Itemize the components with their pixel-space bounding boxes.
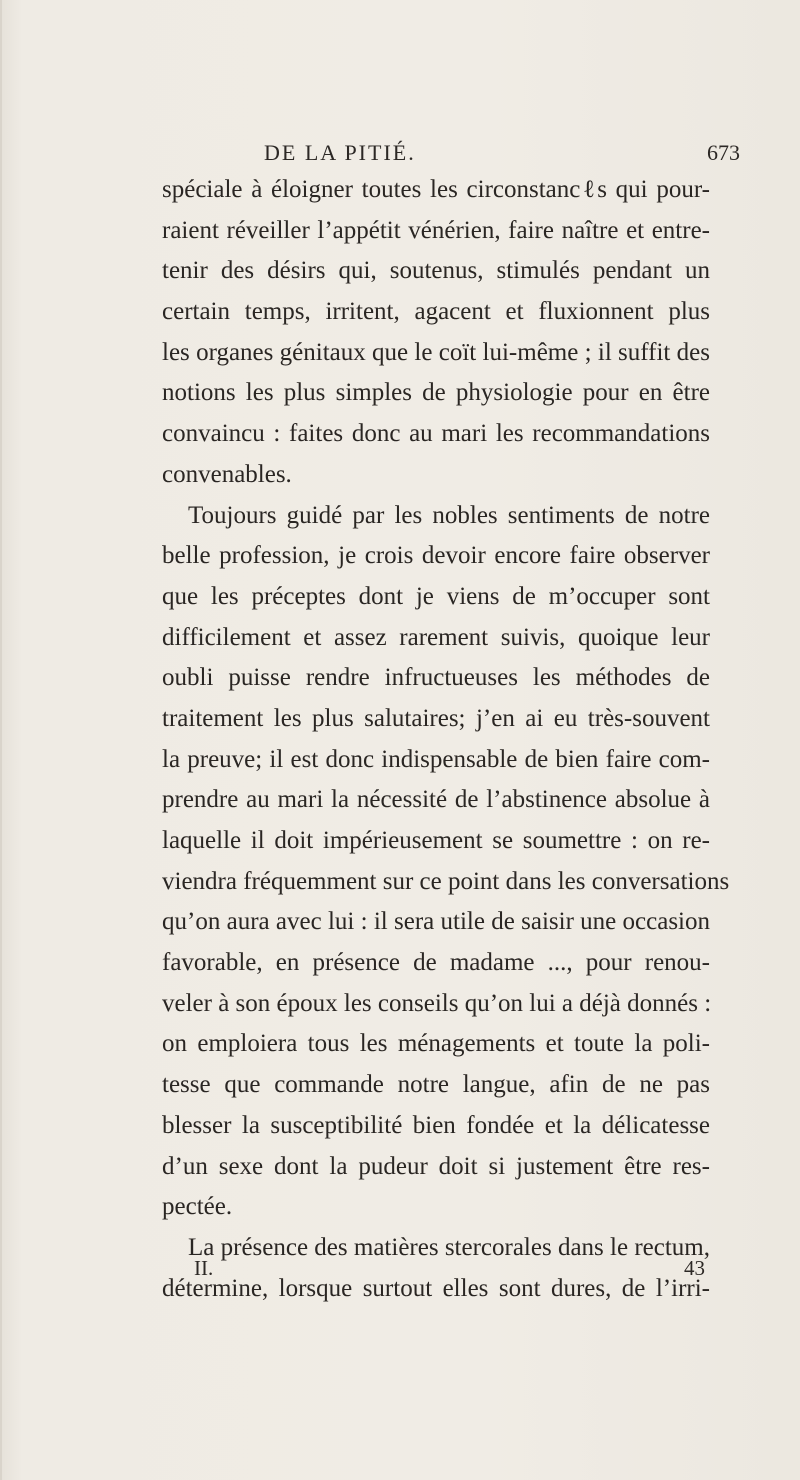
text-line: les organes génitaux que le coït lui-même ; il suffit des bbox=[162, 338, 710, 366]
text-line: laquelle il doit impérieusement se soumettre : on re- bbox=[162, 827, 710, 854]
sheet-number: 43 bbox=[684, 1256, 705, 1280]
text-line: difficilement et assez rarement suivis, quoique leur bbox=[162, 623, 710, 651]
text-line: spéciale à éloigner toutes les circonstancℓs qui pour- bbox=[162, 176, 710, 203]
text-line: certain temps, irritent, agacent et fluxionnent plus bbox=[162, 298, 710, 326]
page-number: 673 bbox=[707, 140, 740, 165]
text-line: d’un sexe dont la pudeur doit si justement être res- bbox=[162, 1152, 710, 1180]
running-head: DE LA PITIÉ. bbox=[264, 140, 416, 165]
text-line: belle profession, je crois devoir encore faire observer bbox=[162, 542, 710, 570]
text-line: que les préceptes dont je viens de m’occuper sont bbox=[162, 582, 710, 610]
text-line: Toujours guidé par les nobles sentiments de notre bbox=[188, 501, 710, 529]
text-line: traitement les plus salutaires; j’en ai eu très-souvent bbox=[162, 704, 710, 732]
text-line: blesser la susceptibilité bien fondée et la délicatesse bbox=[162, 1111, 710, 1139]
text-line: raient réveiller l’appétit vénérien, faire naître et entre- bbox=[162, 216, 710, 244]
text-line: qu’on aura avec lui : il sera utile de saisir une occasion bbox=[162, 908, 710, 936]
text-line: La présence des matières stercorales dans le rectum, bbox=[188, 1233, 710, 1261]
text-line: veler à son époux les conseils qu’on lui a déjà donnés : bbox=[162, 989, 712, 1017]
text-line: convenables. bbox=[162, 460, 292, 488]
signature-mark: II. bbox=[194, 1256, 214, 1280]
body-text bbox=[162, 170, 730, 1309]
text-line: tenir des désirs qui, soutenus, stimulés pendant un bbox=[162, 257, 710, 285]
text-line: notions les plus simples de physiologie pour en être bbox=[162, 379, 710, 407]
text-line: prendre au mari la nécessité de l’abstinence absolue à bbox=[162, 786, 710, 814]
text-line: détermine, lorsque surtout elles sont dures, de l’irri- bbox=[162, 1274, 710, 1302]
text-line: on emploiera tous les ménagements et toute la poli- bbox=[162, 1030, 710, 1058]
text-line: viendra fréquemment sur ce point dans les conversations bbox=[162, 867, 730, 895]
text-line: favorable, en présence de madame ..., pour renou- bbox=[162, 949, 710, 977]
text-line: la preuve; il est donc indispensable de bien faire com- bbox=[162, 745, 710, 773]
text-line: pectée. bbox=[162, 1193, 233, 1221]
text-line: convaincu : faites donc au mari les recommandations bbox=[162, 420, 710, 448]
text-line: tesse que commande notre langue, afin de ne pas bbox=[162, 1071, 710, 1099]
text-line: oubli puisse rendre infructueuses les méthodes de bbox=[162, 664, 710, 692]
